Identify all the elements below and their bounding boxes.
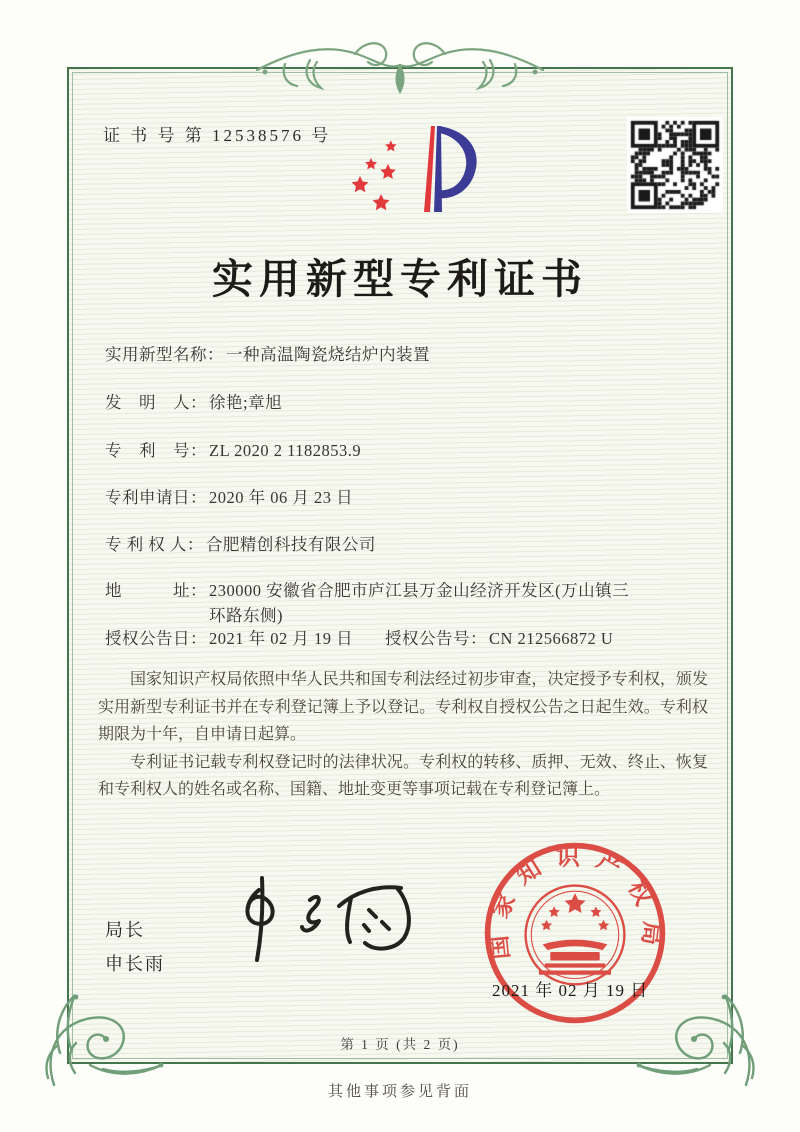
field-row-utility-name <box>105 343 430 368</box>
field-value: CN 212566872 U <box>489 629 614 648</box>
field-value: 一种高温陶瓷烧结炉内装置 <box>226 345 430 364</box>
seal-date: 2021 年 02 月 19 日 <box>492 981 649 1000</box>
field-row-patent-number <box>105 439 361 464</box>
legal-text <box>98 666 708 804</box>
field-row-address <box>105 579 641 629</box>
page-number: 第 1 页 (共 2 页) <box>340 1037 460 1052</box>
field-label: 授权公告号： <box>385 629 487 648</box>
director-title: 局长 <box>105 920 145 940</box>
director-name: 申长雨 <box>105 954 165 974</box>
field-row-inventor <box>105 391 282 416</box>
field-label: 地 址： <box>105 581 207 600</box>
legal-paragraph-2: 专利证书记载专利权登记时的法律状况。专利权的转移、质押、无效、终止、恢复和专利权人的姓名或名称、国籍、地址变更等事项记载在专利登记簿上。 <box>98 753 708 799</box>
field-row-filing-date <box>105 486 353 511</box>
legal-paragraph-1: 国家知识产权局依照中华人民共和国专利法经过初步审查，决定授予专利权，颁发实用新型专利证书并在专利登记簿上予以登记。专利权自授权公告之日起生效。专利权期限为十年，自申请日起算。 <box>98 671 708 744</box>
field-row-grant <box>105 627 705 652</box>
qr-code <box>627 117 723 213</box>
field-value: 徐艳;章旭 <box>209 393 283 412</box>
field-label: 发 明 人： <box>105 393 207 412</box>
field-row-patentee <box>105 533 376 558</box>
field-label: 授权公告日： <box>105 629 207 648</box>
field-value: 合肥精创科技有限公司 <box>205 535 376 554</box>
back-side-note: 其他事项参见背面 <box>327 1084 472 1100</box>
certificate-number: 证 书 号 第 12538576 号 <box>103 126 332 145</box>
field-value: 2021 年 02 月 19 日 <box>209 629 354 648</box>
grant-number-pair <box>385 627 613 652</box>
certificate-title: 实用新型专利证书 <box>212 256 588 302</box>
field-value: ZL 2020 2 1182853.9 <box>209 441 362 460</box>
field-value: 230000 安徽省合肥市庐江县万金山经济开发区(万山镇三环路东侧) <box>209 581 630 625</box>
national-emblem-icon <box>526 886 625 985</box>
cnipa-logo-icon <box>338 110 483 238</box>
field-label: 实用新型名称： <box>105 345 224 364</box>
field-label: 专 利 权 人： <box>105 535 204 554</box>
field-label: 专利申请日： <box>105 488 207 507</box>
field-label: 专 利 号： <box>105 441 207 460</box>
director-signature-icon <box>215 870 425 982</box>
field-value: 2020 年 06 月 23 日 <box>209 488 354 507</box>
seal-text: 国家知识产权局 <box>485 844 665 961</box>
